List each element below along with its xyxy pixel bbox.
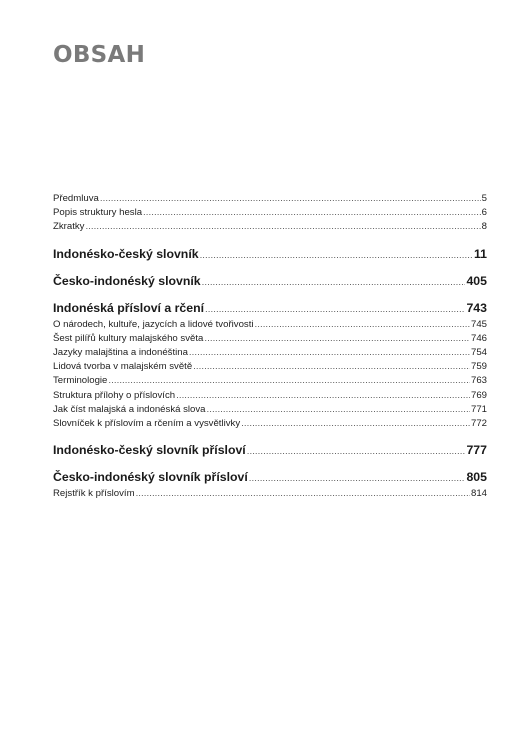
toc-entry-label: Slovníček k příslovím a rčením a vysvětlivky: [53, 418, 241, 430]
toc-section-page: 777: [466, 443, 487, 458]
dot-leader: [136, 487, 470, 501]
toc-entry[interactable]: [53, 403, 487, 417]
dot-leader: [247, 444, 466, 460]
toc-entry-label: Popis struktury hesla: [53, 207, 143, 219]
toc-entry-page: 754: [470, 347, 487, 359]
toc-entry-label: Zkratky: [53, 221, 85, 233]
toc-entry-label: O národech, kultuře, jazycích a lidové tvořivosti: [53, 318, 254, 330]
toc-entry-page: 763: [470, 375, 487, 387]
toc-entry-page: 8: [481, 221, 487, 233]
dot-leader: [176, 389, 470, 403]
toc-entry-zkratky[interactable]: [53, 220, 487, 234]
toc-section-page: 11: [474, 246, 487, 261]
toc-section-page: 805: [466, 470, 487, 485]
toc-entry-label: Jazyky malajština a indonéština: [53, 347, 188, 359]
dot-leader: [85, 220, 480, 234]
toc-entry[interactable]: [53, 417, 487, 431]
toc-section-label: Indonésko-český slovník přísloví: [53, 443, 246, 458]
table-of-contents: [53, 192, 487, 501]
toc-section-indonesko-cesky-slovnik[interactable]: [53, 246, 487, 264]
toc-entry-label: Rejstřík k příslovím: [53, 488, 135, 500]
dot-leader: [255, 318, 470, 332]
toc-entry-label: Jak číst malajská a indonéská slova: [53, 403, 206, 415]
toc-entry-label: Terminologie: [53, 375, 108, 387]
toc-entry[interactable]: [53, 374, 487, 388]
toc-section-label: Indonésko-český slovník: [53, 246, 199, 261]
toc-entry-page: 746: [470, 332, 487, 344]
toc-entry-page: 814: [470, 488, 487, 500]
toc-entry-predmluva[interactable]: [53, 192, 487, 206]
toc-entry-rejstrik[interactable]: [53, 487, 487, 501]
dot-leader: [241, 417, 470, 431]
dot-leader: [143, 206, 481, 220]
dot-leader: [189, 346, 470, 360]
toc-entry-page: 6: [481, 207, 487, 219]
toc-entry[interactable]: [53, 332, 487, 346]
toc-entry-label: Šest pilířů kultury malajského světa: [53, 332, 204, 344]
dot-leader: [207, 403, 470, 417]
dot-leader: [108, 374, 470, 388]
toc-section-indonenska-prislovi-a-rceni[interactable]: [53, 300, 487, 318]
dot-leader: [202, 275, 466, 291]
page-title: OBSAH: [53, 42, 146, 68]
dot-leader: [200, 248, 473, 264]
toc-entry-page: 772: [470, 418, 487, 430]
dot-leader: [100, 192, 481, 206]
toc-section-indonesko-cesky-slovnik-prislovi[interactable]: [53, 442, 487, 460]
toc-entry-page: 5: [481, 193, 487, 204]
toc-entry-page: 745: [470, 318, 487, 330]
toc-entry-label: Lidová tvorba v malajském světě: [53, 361, 193, 373]
toc-entry-page: 769: [470, 389, 487, 401]
toc-section-page: 743: [466, 300, 487, 315]
dot-leader: [205, 302, 465, 318]
toc-entry[interactable]: [53, 360, 487, 374]
dot-leader: [193, 360, 470, 374]
toc-section-cesko-indonesky-slovnik-prislovi[interactable]: [53, 469, 487, 487]
toc-entry-page: 771: [470, 403, 487, 415]
toc-entry[interactable]: [53, 318, 487, 332]
toc-entry-page: 759: [470, 361, 487, 373]
toc-section-label: Indonéská přísloví a rčení: [53, 300, 205, 315]
toc-section-page: 405: [466, 273, 487, 288]
toc-entry-label: Předmluva: [53, 193, 99, 204]
toc-entry-popis-struktury-hesla[interactable]: [53, 206, 487, 220]
toc-section-label: Česko-indonéský slovník: [53, 273, 201, 288]
toc-section-cesko-indonesky-slovnik[interactable]: [53, 273, 487, 291]
toc-entry[interactable]: [53, 346, 487, 360]
dot-leader: [204, 332, 470, 346]
toc-entry-label: Struktura přílohy o příslovích: [53, 389, 176, 401]
toc-section-label: Česko-indonéský slovník přísloví: [53, 470, 248, 485]
toc-entry[interactable]: [53, 389, 487, 403]
dot-leader: [249, 471, 466, 487]
